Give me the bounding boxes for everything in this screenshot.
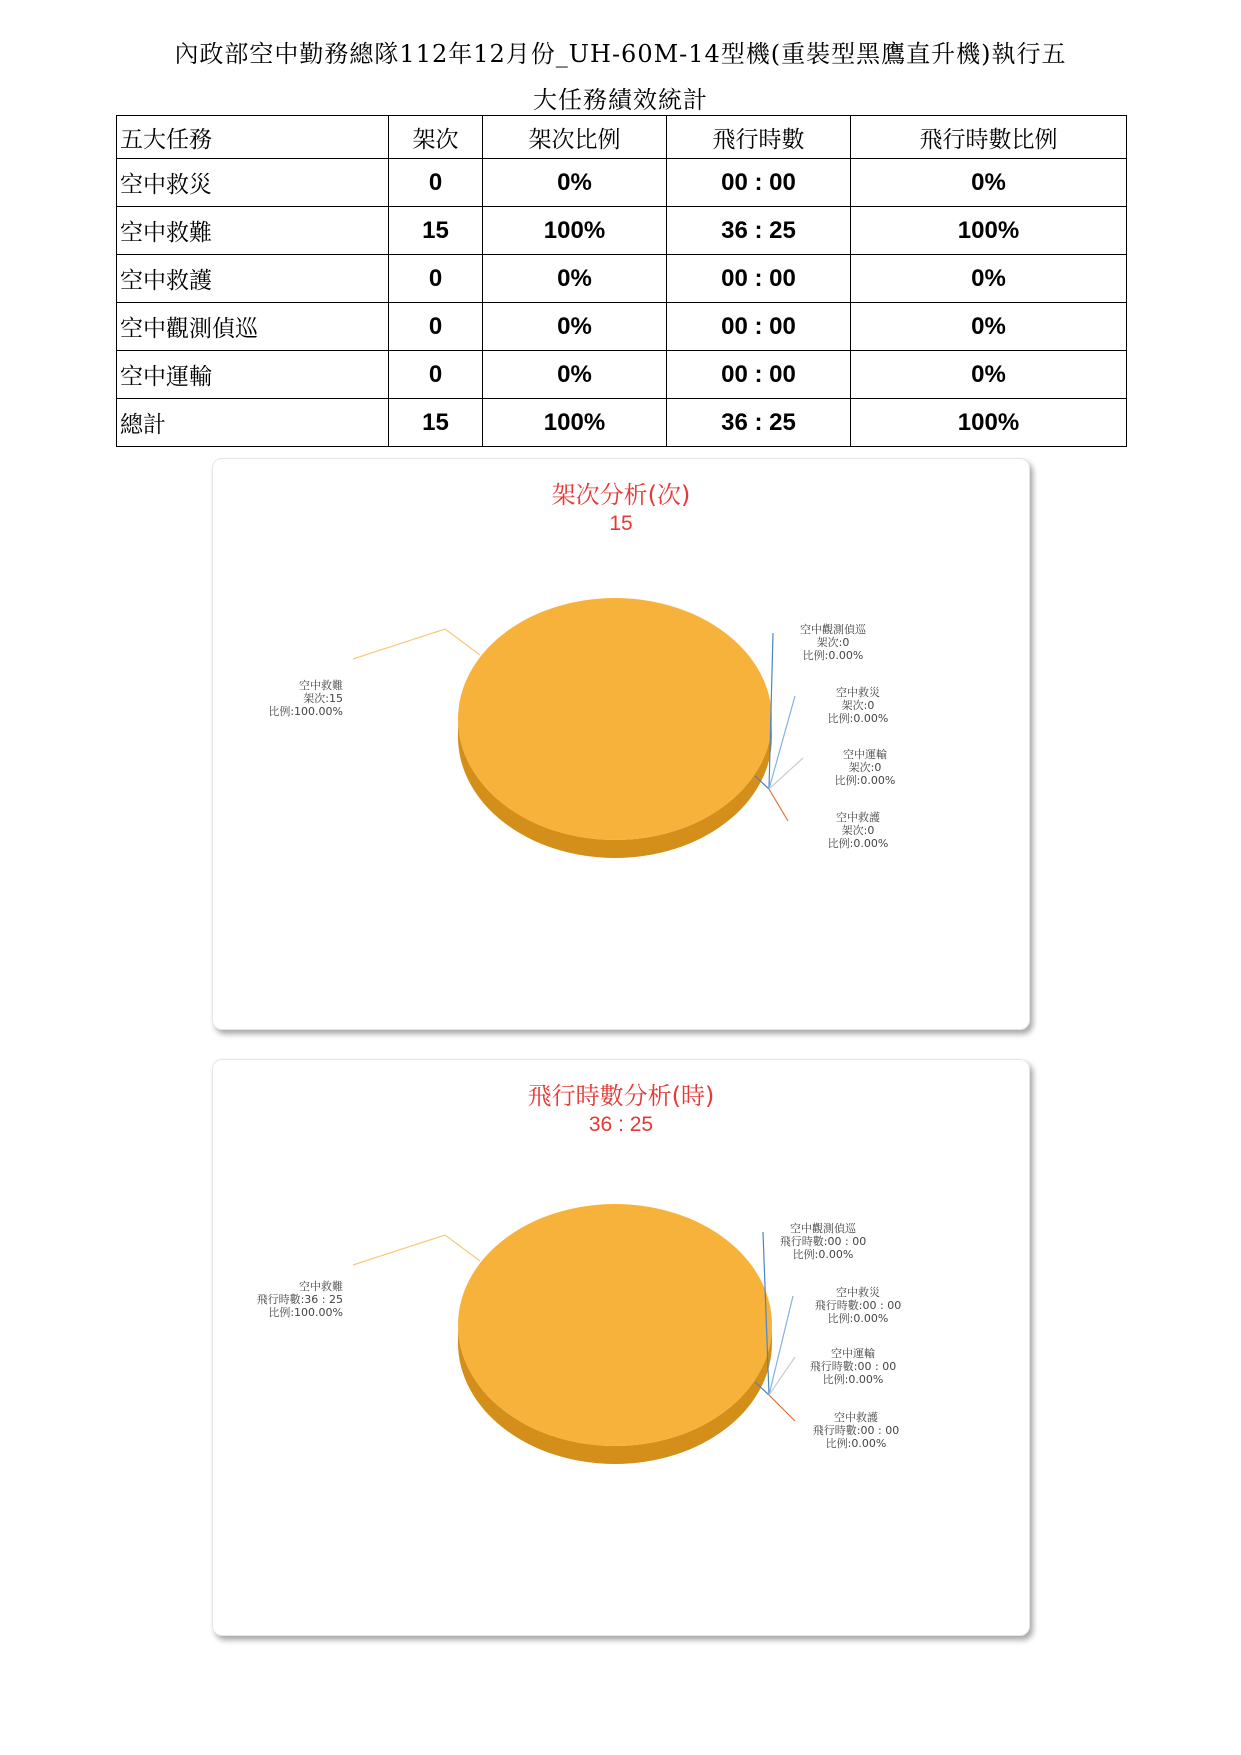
table-cell-sorties: 15 — [389, 207, 483, 255]
stats-table — [116, 115, 1127, 447]
data-label-空中救難: 比例:100.00% — [268, 705, 343, 718]
data-label-空中觀測偵巡: 空中觀測偵巡 — [800, 623, 866, 636]
table-cell-task: 空中救難 — [117, 207, 389, 255]
table-cell-task: 空中運輸 — [117, 351, 389, 399]
leader-line-空中運輸 — [769, 758, 803, 789]
table-cell-task: 空中觀測偵巡 — [117, 303, 389, 351]
data-label-空中運輸: 架次:0 — [848, 761, 882, 774]
table-row — [117, 207, 1127, 255]
leader-line-空中救難 — [353, 629, 480, 659]
data-label-空中救護: 空中救護 — [836, 811, 880, 824]
data-label-空中運輸: 空中運輸 — [831, 1347, 875, 1360]
data-label-空中救難: 空中救難 — [299, 1280, 343, 1293]
chart-total: 36 : 25 — [588, 1113, 654, 1136]
table-header-row — [117, 116, 1127, 159]
table-cell-sortie-ratio: 100% — [483, 207, 667, 255]
table-cell-flight-hours: 36 : 25 — [667, 399, 851, 447]
leader-line-空中救護 — [769, 789, 788, 821]
flight-hours-pie-chart-card — [212, 1059, 1030, 1636]
table-cell-hours-ratio: 100% — [851, 399, 1127, 447]
data-label-空中救災: 飛行時數:00 : 00 — [814, 1299, 902, 1312]
header-sortie-ratio: 架次比例 — [483, 116, 667, 159]
data-label-空中運輸: 比例:0.00% — [822, 1373, 884, 1386]
table-cell-sorties: 0 — [389, 351, 483, 399]
table-cell-hours-ratio: 0% — [851, 255, 1127, 303]
table-cell-flight-hours: 00 : 00 — [667, 255, 851, 303]
data-label-空中救護: 比例:0.00% — [827, 837, 889, 850]
data-label-空中運輸: 比例:0.00% — [834, 774, 896, 787]
table-cell-sortie-ratio: 0% — [483, 255, 667, 303]
data-label-空中救災: 空中救災 — [836, 1286, 880, 1299]
table-cell-sorties: 0 — [389, 303, 483, 351]
data-label-空中救災: 空中救災 — [836, 686, 880, 699]
document-title-line2: 大任務績效統計 — [533, 86, 708, 114]
pie-slice-空中救難 — [458, 598, 772, 840]
data-label-空中救難: 空中救難 — [299, 679, 343, 692]
header-hours-ratio: 飛行時數比例 — [851, 116, 1127, 159]
chart-title: 飛行時數分析(時) — [527, 1082, 715, 1110]
header-task: 五大任務 — [117, 116, 389, 159]
leader-line-空中救災 — [769, 1296, 793, 1395]
data-label-空中運輸: 飛行時數:00 : 00 — [809, 1360, 897, 1373]
pie-slice-空中救難 — [458, 1204, 772, 1446]
table-cell-hours-ratio: 0% — [851, 159, 1127, 207]
data-label-空中運輸: 空中運輸 — [843, 748, 887, 761]
chart-total: 15 — [609, 512, 633, 535]
data-label-空中救難: 飛行時數:36 : 25 — [256, 1293, 343, 1306]
data-label-空中救護: 飛行時數:00 : 00 — [812, 1424, 900, 1437]
leader-line-空中運輸 — [769, 1357, 795, 1395]
chart-title: 架次分析(次) — [551, 481, 691, 509]
data-label-空中救災: 架次:0 — [841, 699, 875, 712]
header-sorties: 架次 — [389, 116, 483, 159]
table-cell-flight-hours: 00 : 00 — [667, 303, 851, 351]
data-label-空中救難: 架次:15 — [303, 692, 343, 705]
data-label-空中觀測偵巡: 比例:0.00% — [792, 1248, 854, 1261]
data-label-空中救災: 比例:0.00% — [827, 1312, 889, 1325]
data-label-空中救護: 比例:0.00% — [825, 1437, 887, 1450]
table-cell-sortie-ratio: 0% — [483, 159, 667, 207]
table-cell-sorties: 15 — [389, 399, 483, 447]
data-label-空中觀測偵巡: 比例:0.00% — [802, 649, 864, 662]
table-cell-hours-ratio: 0% — [851, 303, 1127, 351]
header-flight-hours: 飛行時數 — [667, 116, 851, 159]
table-row — [117, 159, 1127, 207]
table-row — [117, 351, 1127, 399]
table-cell-sorties: 0 — [389, 159, 483, 207]
table-cell-task: 空中救護 — [117, 255, 389, 303]
table-cell-hours-ratio: 0% — [851, 351, 1127, 399]
table-cell-hours-ratio: 100% — [851, 207, 1127, 255]
data-label-空中觀測偵巡: 空中觀測偵巡 — [790, 1222, 856, 1235]
document-title-line1: 內政部空中勤務總隊112年12月份_UH-60M-14型機(重裝型黑鷹直升機)執行五 — [174, 40, 1067, 68]
data-label-空中救災: 比例:0.00% — [827, 712, 889, 725]
flight-hours-pie-chart — [213, 1060, 1029, 1635]
table-cell-task: 總計 — [117, 399, 389, 447]
leader-line-空中救難 — [353, 1235, 480, 1265]
data-label-空中救難: 比例:100.00% — [268, 1306, 343, 1319]
table-row — [117, 303, 1127, 351]
leader-line-空中救護 — [769, 1395, 795, 1421]
table-cell-sortie-ratio: 0% — [483, 303, 667, 351]
table-cell-sorties: 0 — [389, 255, 483, 303]
data-label-空中救護: 架次:0 — [841, 824, 875, 837]
table-cell-sortie-ratio: 0% — [483, 351, 667, 399]
table-cell-flight-hours: 00 : 00 — [667, 351, 851, 399]
leader-line-空中救災 — [769, 696, 795, 789]
table-cell-flight-hours: 36 : 25 — [667, 207, 851, 255]
data-label-空中救護: 空中救護 — [834, 1411, 878, 1424]
table-cell-task: 空中救災 — [117, 159, 389, 207]
table-cell-flight-hours: 00 : 00 — [667, 159, 851, 207]
table-cell-sortie-ratio: 100% — [483, 399, 667, 447]
table-total-row — [117, 399, 1127, 447]
sorties-pie-chart-card — [212, 458, 1030, 1030]
data-label-空中觀測偵巡: 架次:0 — [816, 636, 850, 649]
table-row — [117, 255, 1127, 303]
sorties-pie-chart — [213, 459, 1029, 1029]
data-label-空中觀測偵巡: 飛行時數:00 : 00 — [779, 1235, 867, 1248]
